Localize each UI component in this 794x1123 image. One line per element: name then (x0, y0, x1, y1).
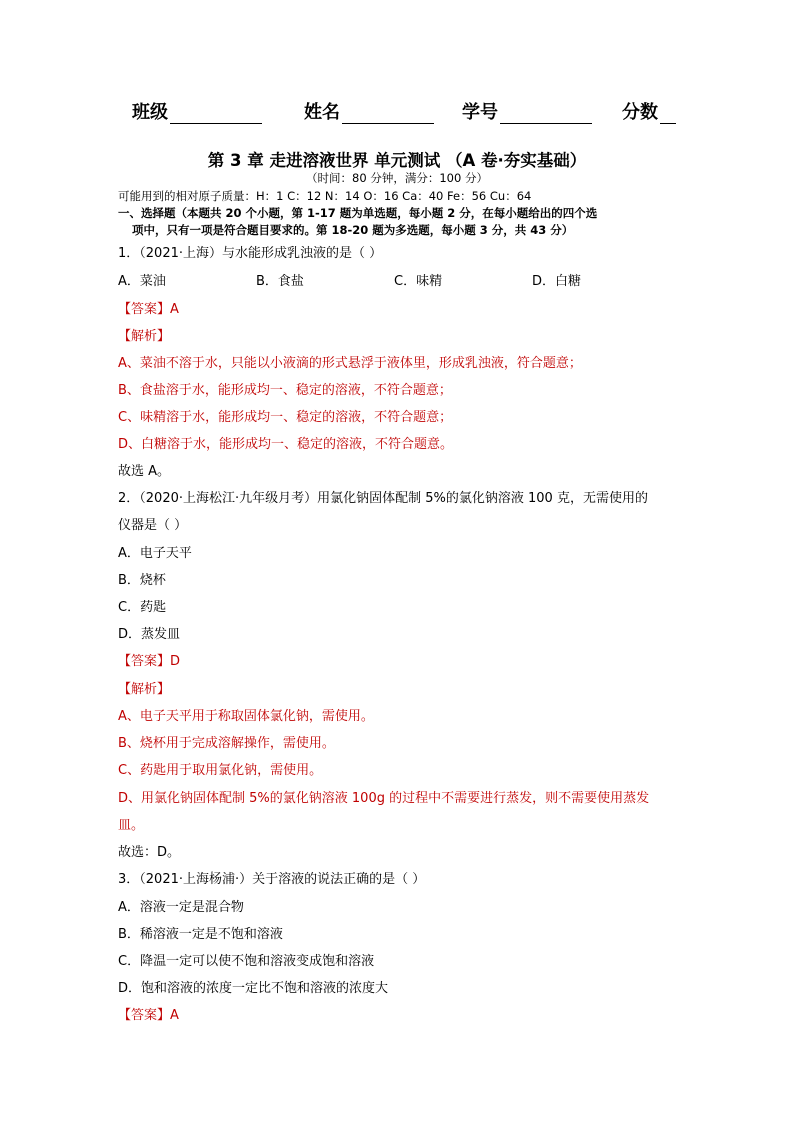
q1-option-b: B．食盐 (256, 274, 304, 289)
q1-conclusion: 故选 A。 (118, 464, 171, 479)
q2-analysis-d-cont: 皿。 (118, 818, 145, 833)
score-label: 分数 (622, 102, 658, 123)
section-heading-line2: 项中，只有一项是符合题目要求的。第 18-20 题为多选题，每小题 3 分，共 43 分） (132, 223, 574, 237)
q1-analysis-d: D、白糖溶于水，能形成均一、稳定的溶液，不符合题意。 (118, 437, 454, 452)
student-no-label: 学号 (462, 102, 498, 123)
score-field (622, 98, 676, 124)
q2-analysis-label: 【解析】 (118, 682, 171, 697)
q3-stem: 3．（2021·上海杨浦·）关于溶液的说法正确的是（ ） (118, 872, 426, 887)
q2-analysis-c: C、药匙用于取用氯化钠，需使用。 (118, 763, 323, 778)
q2-stem-line1: 2．（2020·上海松江·九年级月考）用氯化钠固体配制 5%的氯化钠溶液 100 克，无需使用的 (118, 491, 648, 506)
page-title: 第 3 章 走进溶液世界 单元测试 （A 卷·夯实基础） (207, 151, 587, 170)
q2-stem-line2: 仪器是（ ） (118, 518, 188, 533)
q1-analysis-c: C、味精溶于水，能形成均一、稳定的溶液，不符合题意； (118, 410, 453, 425)
q2-option-a: A．电子天平 (118, 546, 192, 561)
class-label: 班级 (132, 102, 168, 123)
q2-analysis-a: A、电子天平用于称取固体氯化钠，需使用。 (118, 709, 374, 724)
q2-option-c: C．药匙 (118, 600, 167, 615)
score-blank (660, 105, 676, 124)
q2-analysis-b: B、烧杯用于完成溶解操作，需使用。 (118, 736, 335, 751)
q2-analysis-d: D、用氯化钠固体配制 5%的氯化钠溶液 100g 的过程中不需要进行蒸发，则不需要使用蒸发 (118, 791, 650, 806)
q3-option-a: A．溶液一定是混合物 (118, 900, 244, 915)
q3-option-d: D．饱和溶液的浓度一定比不饱和溶液的浓度大 (118, 981, 389, 996)
q1-analysis-a: A、菜油不溶于水，只能以小液滴的形式悬浮于液体里，形成乳浊液，符合题意； (118, 356, 582, 371)
q1-stem: 1．（2021·上海）与水能形成乳浊液的是（ ） (118, 246, 383, 261)
name-label: 姓名 (304, 102, 340, 123)
q1-option-d: D．白糖 (532, 274, 582, 289)
q2-answer: 【答案】D (118, 654, 181, 669)
q2-option-d: D．蒸发皿 (118, 627, 181, 642)
student-info-header (132, 98, 692, 124)
q1-answer: 【答案】A (118, 302, 179, 317)
name-blank (342, 105, 434, 124)
q3-option-c: C．降温一定可以使不饱和溶液变成饱和溶液 (118, 954, 375, 969)
class-blank (170, 105, 262, 124)
q3-option-b: B．稀溶液一定是不饱和溶液 (118, 927, 283, 942)
section-heading-line1: 一、选择题（本题共 20 个小题，第 1-17 题为单选题，每小题 2 分，在每小题给出的四个选 (118, 206, 598, 220)
q1-analysis-b: B、食盐溶于水，能形成均一、稳定的溶液，不符合题意； (118, 383, 452, 398)
class-field (132, 98, 262, 124)
q3-answer: 【答案】A (118, 1008, 179, 1023)
q2-conclusion: 故选：D。 (118, 845, 181, 860)
q1-option-c: C．味精 (394, 274, 443, 289)
q1-option-a: A．菜油 (118, 274, 166, 289)
q1-analysis-label: 【解析】 (118, 329, 171, 344)
student-no-field (462, 98, 592, 124)
exam-time-info: （时间：80 分钟，满分：100 分） (306, 171, 488, 185)
atomic-masses: 可能用到的相对原子质量：H：1 C：12 N：14 O：16 Ca：40 Fe：56 Cu：64 (118, 189, 532, 203)
q2-option-b: B．烧杯 (118, 573, 166, 588)
name-field (304, 98, 434, 124)
student-no-blank (500, 105, 592, 124)
